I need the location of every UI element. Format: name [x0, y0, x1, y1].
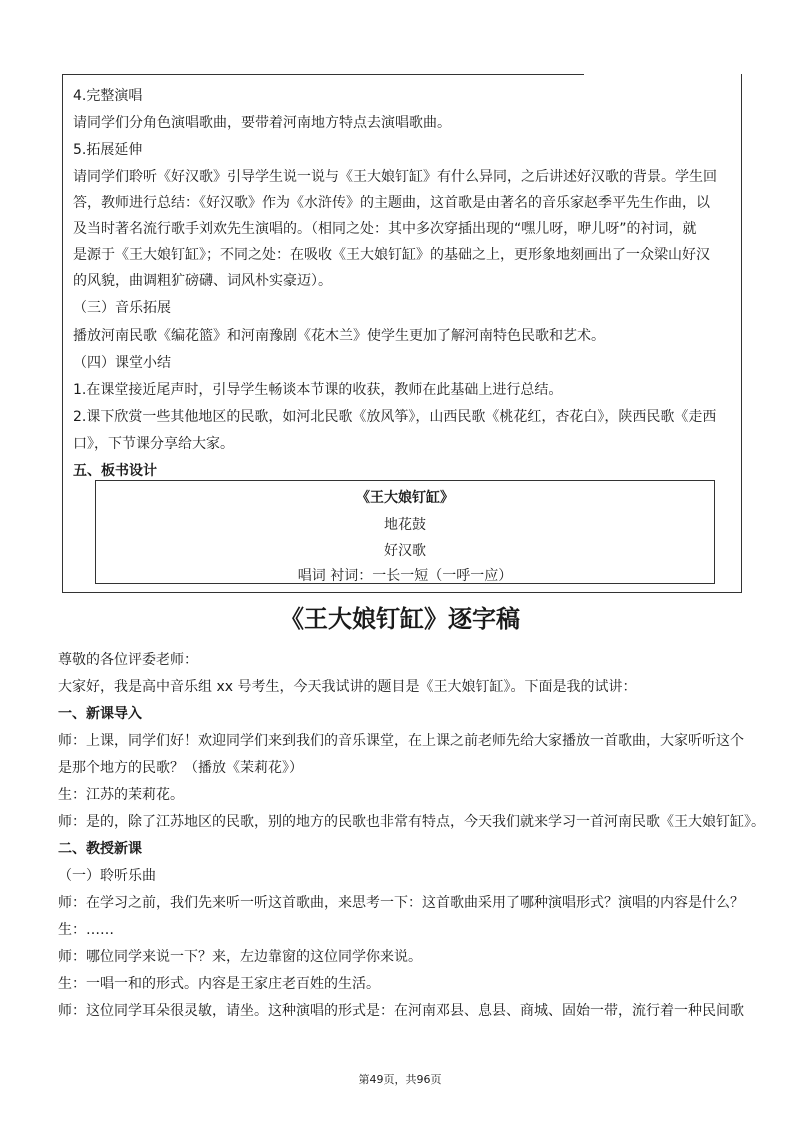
- paragraph-line: 是源于《王大娘钉缸》；不同之处：在吸收《王大娘钉缸》的基础之上，更形象地刻画出了一众梁山好汉: [73, 247, 710, 263]
- page-title: 《王大娘钉缸》逐字稿: [280, 605, 520, 633]
- board-line-3: 唱词 衬词：一长一短（一呼一应）: [297, 568, 513, 584]
- step-4-heading: 4.完整演唱: [73, 88, 143, 104]
- dialogue-line: 是那个地方的民歌？（播放《茉莉花》）: [58, 760, 303, 776]
- dialogue-line: 师：在学习之前，我们先来听一听这首歌曲，来思考一下：这首歌曲采用了哪种演唱形式？演唱的内容是什么？: [58, 895, 744, 911]
- board-design-box: [95, 480, 715, 584]
- dialogue-line: 生：一唱一和的形式。内容是王家庄老百姓的生活。: [58, 976, 380, 992]
- summary-item-2: 2.课下欣赏一些其他地区的民歌，如河北民歌《放风筝》，山西民歌《桃花红，杏花白》，陕西民歌《走西: [73, 409, 717, 425]
- board-title: 《王大娘钉缸》: [356, 490, 454, 506]
- paragraph-line: 请同学们聆听《好汉歌》引导学生说一说与《王大娘钉缸》有什么异同，之后讲述好汉歌的背景。学生回: [73, 169, 717, 185]
- intro-line: 大家好，我是高中音乐组 xx 号考生，今天我试讲的题目是《王大娘钉缸》。下面是我的试讲：: [58, 679, 637, 695]
- board-line-2: 好汉歌: [384, 543, 426, 559]
- board-design-heading: 五、板书设计: [73, 463, 157, 479]
- board-line-1: 地花鼓: [384, 517, 426, 533]
- section-3-text: 播放河南民歌《编花篮》和河南豫剧《花木兰》使学生更加了解河南特色民歌和艺术。: [73, 328, 605, 344]
- dialogue-line: 师：上课，同学们好！欢迎同学们来到我们的音乐课堂，在上课之前老师先给大家播放一首歌曲，大家听听这个: [58, 733, 744, 749]
- dialogue-line: 师：是的，除了江苏地区的民歌，别的地方的民歌也非常有特点，今天我们就来学习一首河南民歌《王大娘钉缸》。: [58, 814, 765, 830]
- step-4-text: 请同学们分角色演唱歌曲，要带着河南地方特点去演唱歌曲。: [73, 115, 451, 131]
- section-1-heading: 一、新课导入: [58, 706, 142, 722]
- subsection-heading: （一）聆听乐曲: [58, 868, 156, 884]
- summary-item-1: 1.在课堂接近尾声时，引导学生畅谈本节课的收获，教师在此基础上进行总结。: [73, 382, 563, 398]
- greeting: 尊敬的各位评委老师：: [58, 652, 198, 668]
- step-5-heading: 5.拓展延伸: [73, 142, 143, 158]
- page-number: 第49页，共96页: [358, 1073, 442, 1086]
- section-2-heading: 二、教授新课: [58, 841, 142, 857]
- dialogue-line: 生：江苏的茉莉花。: [58, 787, 184, 803]
- paragraph-line: 的风貌，曲调粗犷磅礴、词风朴实豪迈）。: [73, 273, 332, 289]
- summary-item-2-cont: 口》，下节课分享给大家。: [73, 436, 234, 452]
- dialogue-line: 师：这位同学耳朵很灵敏，请坐。这种演唱的形式是：在河南邓县、息县、商城、固始一带，流行着一种民间歌: [58, 1003, 744, 1019]
- paragraph-line: 及当时著名流行歌手刘欢先生演唱的。（相同之处：其中多次穿插出现的“嘿儿呀，咿儿呀”的衬词，就: [73, 221, 697, 237]
- dialogue-line: 生：……: [58, 922, 114, 938]
- paragraph-line: 答，教师进行总结：《好汉歌》作为《水浒传》的主题曲，这首歌是由著名的音乐家赵季平先生作曲，以: [73, 195, 710, 211]
- dialogue-line: 师：哪位同学来说一下？来，左边靠窗的这位同学你来说。: [58, 949, 422, 965]
- section-3-heading: （三）音乐拓展: [73, 300, 171, 316]
- section-4-heading: （四）课堂小结: [73, 355, 171, 371]
